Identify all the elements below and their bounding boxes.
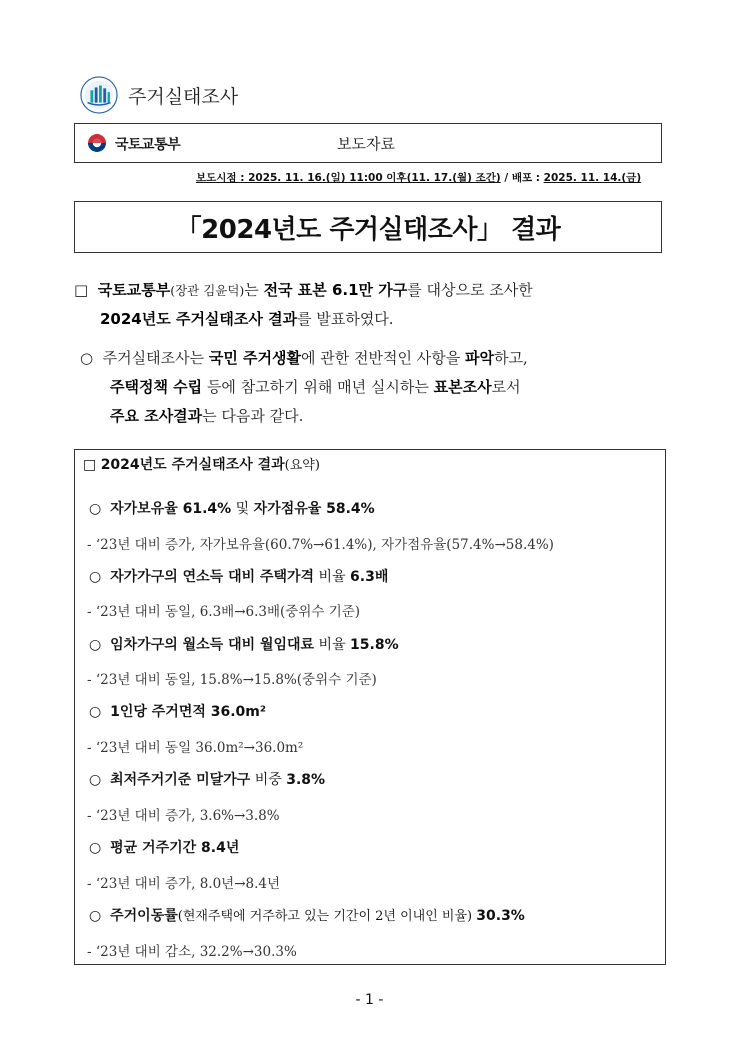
summary-title: 2024년도 주거실태조사 결과: [100, 457, 285, 473]
release-info: [196, 170, 641, 185]
item-value: 30.3%: [476, 908, 525, 924]
square-bullet: □: [83, 457, 97, 473]
highlight: 표본조사: [433, 378, 492, 396]
summary-item-detail: - ‘23년 대비 동일, 6.3배→6.3배(중위수 기준): [87, 604, 361, 620]
circle-bullet: ○: [80, 349, 94, 367]
summary-item-detail: - ‘23년 대비 동일, 15.8%→15.8%(중위수 기준): [87, 672, 377, 688]
summary-item-head: [89, 701, 266, 721]
highlight: 주요 조사결과: [110, 407, 203, 425]
ministry-name: 국토교통부: [115, 137, 181, 153]
item-key: 최저주거기준 미달가구: [110, 772, 251, 788]
text: 를 대상으로 조사한: [407, 281, 533, 299]
survey-name: 2024년도 주거실태조사 결과: [100, 310, 298, 328]
summary-item-detail: - ‘23년 대비 동일 36.0m²→36.0m²: [87, 740, 304, 756]
circle-bullet: ○: [89, 501, 102, 517]
item-key: 1인당 주거면적 36.0m²: [110, 704, 267, 720]
item-value: 6.3배: [350, 569, 389, 585]
item-key: 자가보유율 61.4%: [110, 501, 232, 517]
summary-item-head: [89, 498, 375, 518]
brand-name: 주거실태조사: [128, 86, 239, 108]
summary-item-head: [89, 769, 325, 789]
item-value: 3.8%: [286, 772, 326, 788]
page-title: 「2024년도 주거실태조사」 결과: [175, 214, 561, 245]
text: 주거실태조사는: [102, 349, 209, 367]
title-box: [74, 201, 662, 253]
item-key: 평균 거주기간 8.4년: [110, 840, 240, 856]
item-key: 자가가구의 연소득 대비 주택가격: [110, 569, 315, 585]
circle-bullet: ○: [89, 637, 102, 653]
summary-header: [83, 454, 320, 474]
circle-bullet: ○: [89, 840, 102, 856]
ministry-header-box: [74, 123, 662, 163]
distribution-label: / 배포 :: [500, 172, 544, 184]
summary-item-head: [89, 837, 239, 857]
summary-box: [74, 449, 666, 965]
item-key: 임차가구의 월소득 대비 월임대료: [110, 637, 315, 653]
text: 하고,: [493, 349, 528, 367]
item-key: 주거이동률: [110, 908, 178, 924]
government-emblem-icon: [85, 131, 109, 155]
item-text: 비중: [250, 772, 287, 788]
highlight: 파악: [465, 349, 494, 367]
survey-logo-icon: [80, 76, 118, 114]
item-text: (현재주택에 거주하고 있는 기간이 2년 이내인 비율): [177, 909, 477, 924]
text: 를 발표하였다.: [297, 310, 394, 328]
highlight: 주택정책 수립: [110, 378, 203, 396]
circle-bullet: ○: [89, 704, 102, 720]
summary-suffix: (요약): [284, 458, 320, 473]
intro-paragraph: [74, 276, 674, 334]
circle-bullet: ○: [89, 908, 102, 924]
summary-item-head: [89, 634, 399, 654]
minister-name: (장관 김윤덕): [170, 283, 245, 298]
summary-item-head: [89, 905, 525, 925]
text: 로서: [491, 378, 521, 396]
item-value: 15.8%: [350, 637, 399, 653]
circle-bullet: ○: [89, 772, 102, 788]
text: 에 관한 전반적인 사항을: [301, 349, 465, 367]
document-type: 보도자료: [337, 135, 395, 153]
sample-size: 전국 표본 6.1만 가구: [263, 281, 408, 299]
item-text: 비율: [314, 569, 351, 585]
page-number: - 1 -: [355, 992, 384, 1008]
summary-item-head: [89, 566, 388, 586]
summary-item-detail: - ‘23년 대비 증가, 8.0년→8.4년: [87, 876, 281, 892]
summary-item-detail: - ‘23년 대비 증가, 자가보유율(60.7%→61.4%), 자가점유율(57.4%→58.4%): [87, 537, 554, 553]
summary-item-detail: - ‘23년 대비 감소, 32.2%→30.3%: [87, 944, 297, 960]
circle-bullet: ○: [89, 569, 102, 585]
distribution-date: 2025. 11. 14.(금): [543, 172, 642, 184]
highlight: 국민 주거생활: [208, 349, 302, 367]
description-paragraph: [80, 344, 680, 431]
summary-item-detail: - ‘23년 대비 증가, 3.6%→3.8%: [87, 808, 280, 824]
release-time: 보도시점 : 2025. 11. 16.(일) 11:00 이후(11. 17.(월) 조간): [196, 172, 501, 184]
text: 는: [244, 281, 264, 299]
square-bullet: □: [74, 281, 89, 299]
item-value: 자가점유율 58.4%: [253, 501, 375, 517]
org-name: 국토교통부: [97, 281, 171, 299]
item-text: 및: [231, 501, 254, 517]
text: 등에 참고하기 위해 매년 실시하는: [202, 378, 434, 396]
text: 는 다음과 같다.: [202, 407, 304, 425]
item-text: 비율: [314, 637, 351, 653]
